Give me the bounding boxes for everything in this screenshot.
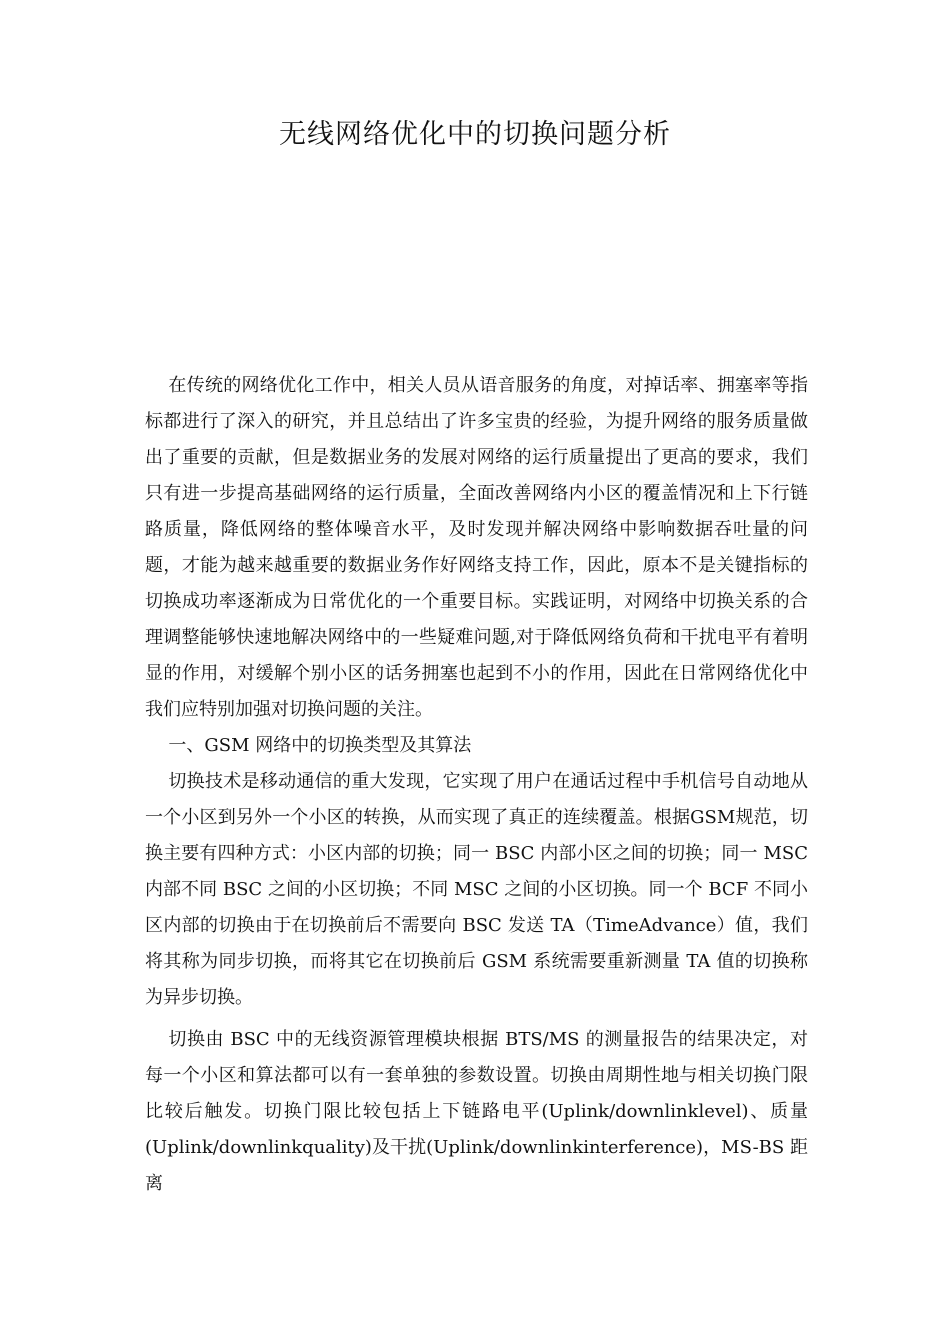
section-heading-1: 一、GSM 网络中的切换类型及其算法 [168, 735, 472, 756]
document-title: 无线网络优化中的切换问题分析 [279, 119, 671, 150]
paragraph-handover-algorithm: 切换由 BSC 中的无线资源管理模块根据 BTS/MS 的测量报告的结果决定，对每一个小区和算法都可以有一套单独的参数设置。切换由周期性地与相关切换门限比较后触发。切换门限比较包括上下链路电平(Uplink/downlinklevel)、质量(Uplink/downlinkquality)及干扰(Uplink/downlinkinterference)，MS-BS 距离 [145, 1029, 808, 1194]
paragraph-handover-types: 切换技术是移动通信的重大发现，它实现了用户在通话过程中手机信号自动地从一个小区到另外一个小区的转换，从而实现了真正的连续覆盖。根据GSM规范，切换主要有四种方式：小区内部的切换；同一 BSC 内部小区之间的切换；同一 MSC 内部不同 BSC 之间的小区切换；不同 MSC 之间的小区切换。同一个 BCF 不同小区内部的切换由于在切换前后不需要向 BSC 发送 TA（TimeAdvance）值，我们将其称为同步切换，而将其它在切换前后 GSM 系统需要重新测量 TA 值的切换称为异步切换。 [145, 771, 808, 1008]
paragraph-intro: 在传统的网络优化工作中，相关人员从语音服务的角度，对掉话率、拥塞率等指标都进行了深入的研究，并且总结出了许多宝贵的经验，为提升网络的服务质量做出了重要的贡献，但是数据业务的发展对网络的运行质量提出了更高的要求，我们只有进一步提高基础网络的运行质量，全面改善网络内小区的覆盖情况和上下行链路质量，降低网络的整体噪音水平，及时发现并解决网络中影响数据吞吐量的问题，才能为越来越重要的数据业务作好网络支持工作，因此，原本不是关键指标的切换成功率逐渐成为日常优化的一个重要目标。实践证明，对网络中切换关系的合理调整能够快速地解决网络中的一些疑难问题,对于降低网络负荷和干扰电平有着明显的作用，对缓解个别小区的话务拥塞也起到不小的作用，因此在日常网络优化中我们应特别加强对切换问题的关注。 [145, 375, 808, 720]
document-body [145, 368, 808, 1202]
